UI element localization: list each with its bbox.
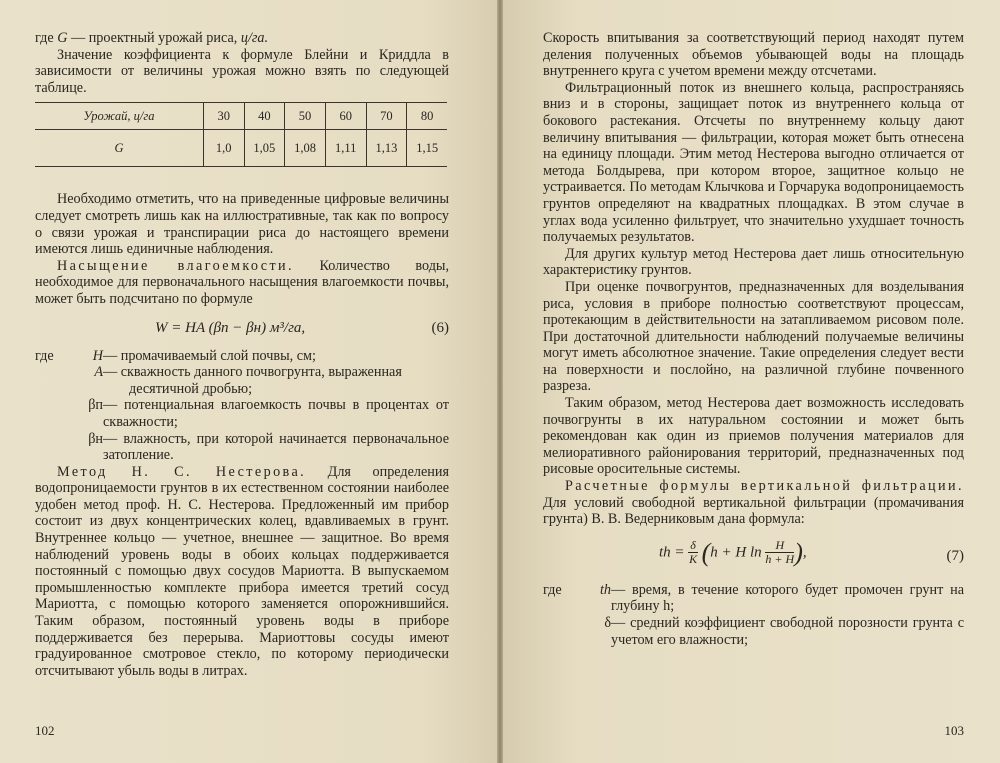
formula-7-definitions xyxy=(543,582,964,648)
left-page xyxy=(0,0,497,763)
paragraph-soil-evaluation: При оценке почвогрунтов, предназначенных для возделывания риса, условия в приборе полностью соответствуют процессам, протекающим в действительности на затапливаемом рисовом поле. При достаточной длительности наблюдений получаемые величины могут иметь абсолютное значение. Такие определения следует вести на поверхности и послойно, на различной глубине почвенного разреза. xyxy=(543,278,964,395)
paragraph-conclusion: Таким образом, метод Нестерова дает возможность исследовать почвогрунты в их натуральном состоянии и может быть рекомендован как один из приемов получения материалов для мелиоративного районирования территорий, предназначенных под рисовые оросительные системы. xyxy=(543,395,964,478)
table-cell: 1,15 xyxy=(407,130,447,167)
formula-6-expression: W = HA (βп − βн) м³/га, xyxy=(155,319,306,336)
table-cell: 1,11 xyxy=(325,130,366,167)
definition-item: δ — средний коэффициент свободной порозности грунта с учетом его влажности; xyxy=(604,615,964,648)
formula-7-number: (7) xyxy=(946,547,964,564)
definition-item: где th — время, в течение которого будет промочен грунт на глубину h; xyxy=(543,581,964,615)
table-cell: 1,08 xyxy=(285,130,326,167)
table-cell: 60 xyxy=(325,103,366,130)
paragraph-note: Необходимо отметить, что на приведенные цифровые величины следует смотреть лишь как на иллюстративные, так как по вопросу о связи урожая и транспирации риса до настоящего времени имеются лишь единичные наблюдения. xyxy=(35,191,449,258)
paragraph-vertical-filtration: Расчетные формулы вертикальной фильтрации. Для условий свободной вертикальной фильтрации (промачивания грунта) В. В. Ведерниковым дана формула: xyxy=(543,478,964,528)
table-row xyxy=(35,103,447,130)
line-g-definition: где G — проектный урожай риса, ц/га. xyxy=(35,30,269,46)
paragraph-other-crops: Для других культур метод Нестерова дает лишь относительную характеристику грунтов. xyxy=(543,245,964,279)
definition-item: A — скважность данного почвогрунта, выраженная десятичной дробью; xyxy=(94,364,402,397)
paragraph-saturation: Насыщение влагоемкости. Количество воды, необходимое для первоначального насыщения влагоемкости почвы, может быть подсчитано по формуле xyxy=(35,257,449,307)
table-row-label: Урожай, ц/га xyxy=(35,103,203,130)
paragraph-nesterov-method: Метод Н. С. Нестерова. Для определения водопроницаемости грунтов в их естественном состоянии наиболее удобен метод проф. Н. С. Нестерова. Предложенный им прибор состоит из двух концентрических колец, вдавливаемых в грунт. Внутреннее кольцо — учетное, внешнее — защитное. Во время наблюдений уровень воды в обоих кольцах поддерживается постоянный с помощью двух сосудов Мариотта. В выпускаемом промышленностью комплекте прибора имеется третий сосуд Мариотта, с помощью которого заменяется опорожнившийся. Таким образом, постоянный уровень воды в приборе поддерживается без перерыва. Мариоттовы сосуды имеют градуированное смотровое стекло, по которому периодически отсчитывают убыль воды в литрах. xyxy=(35,463,449,679)
table-row xyxy=(35,130,447,167)
table-cell: 70 xyxy=(366,103,407,130)
definition-item: где H — промачиваемый слой почвы, см; xyxy=(35,347,316,364)
table-cell: 50 xyxy=(285,103,326,130)
definition-item: βн — влажность, при которой начинается первоначальное затопление. xyxy=(88,430,449,464)
table-cell: 1,05 xyxy=(244,130,285,167)
yield-table xyxy=(35,102,447,167)
table-cell: 30 xyxy=(203,103,244,130)
formula-7 xyxy=(543,534,964,578)
formula-7-expression: th = $\frac{\delta}{K}$ (h + H ln $\frac{H}{h + H}$ ), xyxy=(659,537,807,567)
table-cell: 80 xyxy=(407,103,447,130)
formula-6-number: (6) xyxy=(431,319,449,336)
table-cell: 40 xyxy=(244,103,285,130)
definition-item: βп — потенциальная влагоемкость почвы в процентах от скважности; xyxy=(88,397,449,430)
formula-6-definitions xyxy=(35,348,449,464)
page-number-right: 103 xyxy=(944,723,964,738)
paragraph-filtration-flow: Фильтрационный поток из внешнего кольца, распространяясь вниз и в стороны, защищает поток из внутреннего кольца от бокового растекания. Отсчеты по внутреннему кольцу дают величину впитывания — фильтрации, которая может быть отнесена на единицу площади. Этим метод Нестерова выгодно отличается от метода Болдырева, при котором второе, защитное кольцо не устраивается. По методам Клычкова и Горчарука водопроницаемость грунтов определяют на квадратных площадках. В этом случае в углах вода усиленно фильтрует, что значительно ухудшает точность получаемых результатов. xyxy=(543,79,964,246)
table-cell: 1,13 xyxy=(366,130,407,167)
right-page xyxy=(503,0,1000,763)
table-row-label: G xyxy=(35,130,203,167)
paragraph-absorption-speed: Скорость впитывания за соответствующий период находят путем деления полученных объемов убывающей воды на площадь внутреннего круга с учетом времени между отсчетами. xyxy=(543,30,964,80)
formula-6 xyxy=(35,318,449,338)
paragraph-coefficient: Значение коэффициента к формуле Блейни и Криддла в зависимости от величины урожая можно взять по следующей таблице. xyxy=(35,46,449,96)
page-number-left: 102 xyxy=(35,723,55,738)
table-cell: 1,0 xyxy=(203,130,244,167)
